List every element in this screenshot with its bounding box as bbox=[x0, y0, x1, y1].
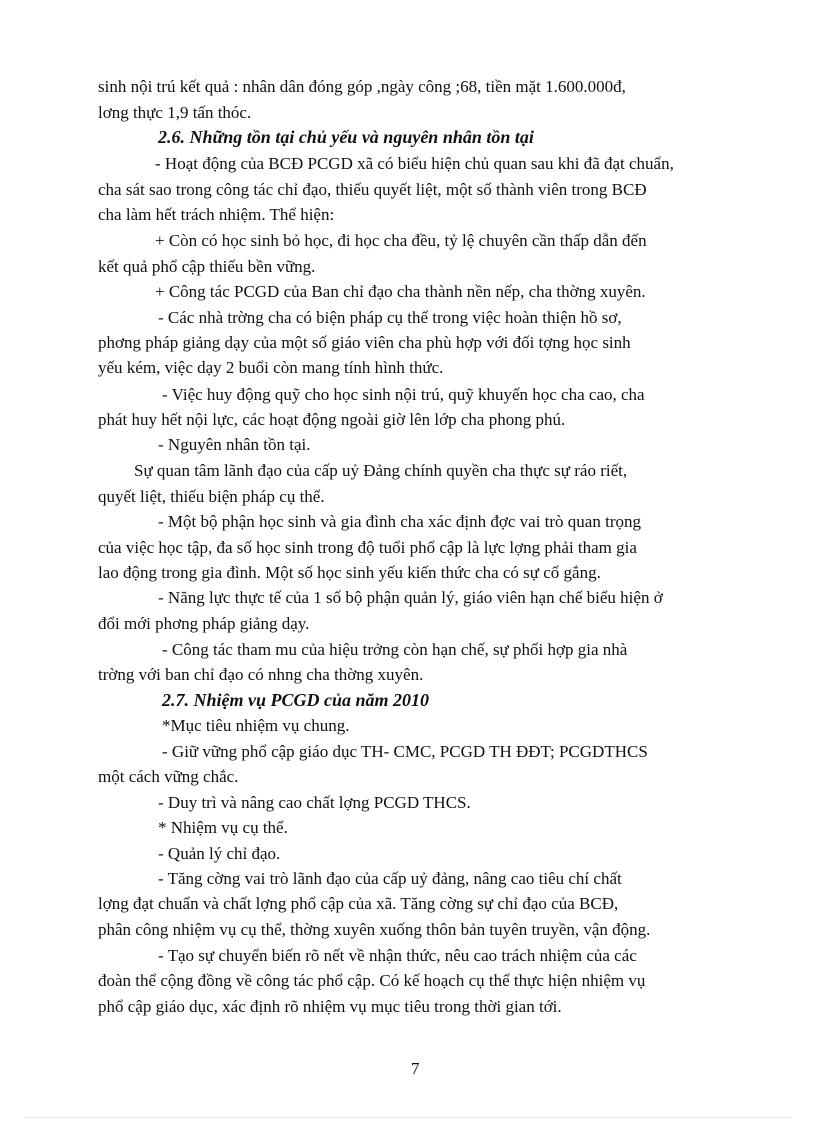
body-line: - Việc huy động quỹ cho học sinh nội trú, quỹ khuyến học cha cao, cha bbox=[162, 385, 645, 404]
body-line: lơng thực 1,9 tấn thóc. bbox=[98, 103, 252, 122]
section-heading: 2.7. Nhiệm vụ PCGD của năm 2010 bbox=[162, 690, 430, 710]
body-line: - Các nhà trờng cha có biện pháp cụ thể trong việc hoàn thiện hồ sơ, bbox=[158, 308, 622, 327]
body-line: lao động trong gia đình. Một số học sinh yếu kiến thức cha có sự cố gắng. bbox=[98, 563, 601, 582]
body-line: - Duy trì và nâng cao chất lợng PCGD THCS. bbox=[158, 793, 471, 812]
body-line: sinh nội trú kết quả : nhân dân đóng góp ,ngày công ;68, tiền mặt 1.600.000đ, bbox=[98, 77, 626, 96]
body-line: - Năng lực thực tế của 1 số bộ phận quản lý, giáo viên hạn chế biểu hiện ở bbox=[158, 588, 663, 607]
body-line: cha sát sao trong công tác chỉ đạo, thiếu quyết liệt, một số thành viên trong BCĐ bbox=[98, 180, 647, 199]
body-line: - Công tác tham mu của hiệu trởng còn hạn chế, sự phối hợp gia nhà bbox=[162, 640, 628, 659]
body-line: - Tăng cờng vai trò lãnh đạo của cấp uỷ đảng, nâng cao tiêu chí chất bbox=[158, 869, 622, 888]
body-line: - Quản lý chỉ đạo. bbox=[158, 844, 281, 863]
body-line: quyết liệt, thiếu biện pháp cụ thể. bbox=[98, 487, 325, 506]
body-line: lợng đạt chuẩn và chất lợng phổ cập của xã. Tăng cờng sự chỉ đạo của BCĐ, bbox=[98, 894, 619, 913]
body-line: đổi mới phơng pháp giảng dạy. bbox=[98, 614, 310, 633]
body-line: phân công nhiệm vụ cụ thể, thờng xuyên xuống thôn bản tuyên truyền, vận động. bbox=[98, 920, 651, 939]
body-line: phát huy hết nội lực, các hoạt động ngoài giờ lên lớp cha phong phú. bbox=[98, 410, 566, 429]
body-line: - Giữ vững phổ cập giáo dục TH- CMC, PCGD TH ĐĐT; PCGDTHCS bbox=[162, 742, 648, 761]
page-bottom-divider bbox=[24, 1117, 792, 1118]
body-line: yếu kém, việc dạy 2 buổi còn mang tính hình thức. bbox=[98, 358, 444, 377]
body-line: một cách vững chắc. bbox=[98, 767, 239, 786]
body-line: của việc học tập, đa số học sinh trong độ tuổi phổ cập là lực lợng phải tham gia bbox=[98, 538, 637, 557]
body-line: * Nhiệm vụ cụ thể. bbox=[158, 818, 288, 837]
body-line: - Một bộ phận học sinh và gia đình cha xác định đợc vai trò quan trọng bbox=[158, 512, 641, 531]
body-line: đoàn thể cộng đồng về công tác phổ cập. Có kế hoạch cụ thể thực hiện nhiệm vụ bbox=[98, 971, 646, 990]
body-line: - Hoạt động của BCĐ PCGD xã có biểu hiện chủ quan sau khi đã đạt chuẩn, bbox=[155, 154, 674, 173]
body-line: trờng với ban chỉ đạo có nhng cha thờng xuyên. bbox=[98, 665, 424, 684]
body-line: + Công tác PCGD của Ban chỉ đạo cha thành nền nếp, cha thờng xuyên. bbox=[155, 282, 646, 301]
body-line: Sự quan tâm lãnh đạo của cấp uỷ Đảng chính quyền cha thực sự ráo riết, bbox=[134, 461, 628, 480]
page-number: 7 bbox=[411, 1059, 420, 1078]
body-line: + Còn có học sinh bỏ học, đi học cha đều, tỷ lệ chuyên cần thấp dẫn đến bbox=[155, 231, 647, 250]
section-heading: 2.6. Những tồn tại chủ yếu và nguyên nhân tồn tại bbox=[158, 127, 534, 147]
body-line: phổ cập giáo dục, xác định rõ nhiệm vụ mục tiêu trong thời gian tới. bbox=[98, 997, 562, 1016]
body-line: phơng pháp giảng dạy của một số giáo viên cha phù hợp với đối tợng học sinh bbox=[98, 333, 631, 352]
body-line: - Nguyên nhân tồn tại. bbox=[158, 435, 311, 454]
body-line: *Mục tiêu nhiệm vụ chung. bbox=[162, 716, 350, 735]
body-line: cha làm hết trách nhiệm. Thể hiện: bbox=[98, 205, 335, 224]
body-line: - Tạo sự chuyển biến rõ nết về nhận thức, nêu cao trách nhiệm của các bbox=[158, 946, 637, 965]
body-line: kết quả phổ cập thiếu bền vững. bbox=[98, 257, 316, 276]
